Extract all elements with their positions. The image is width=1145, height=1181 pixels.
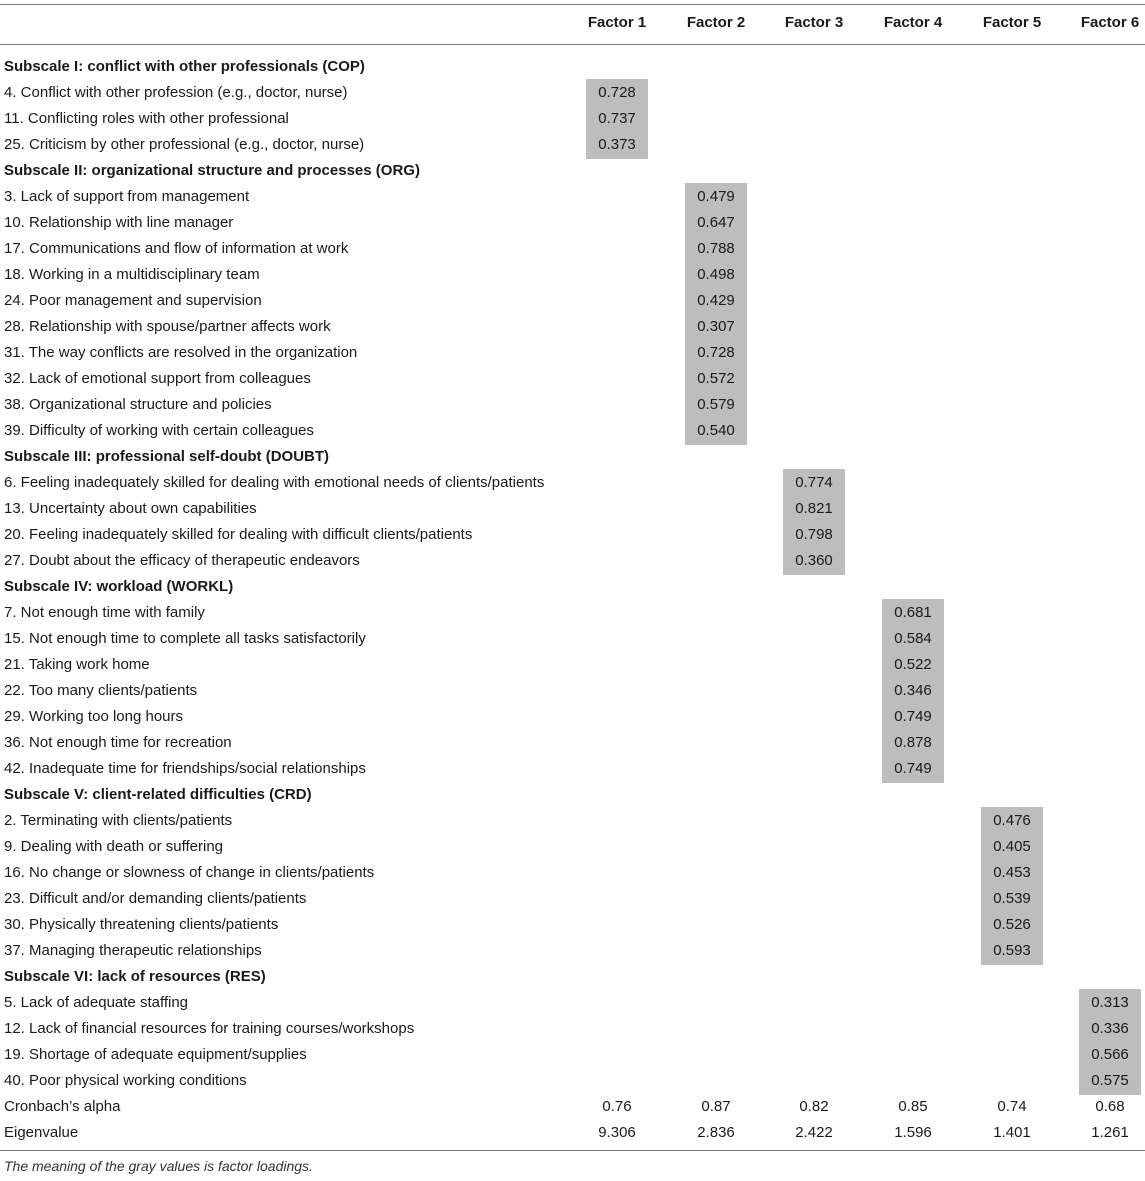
table-row [0,184,1145,210]
column-header-factor-1: Factor 1 [587,14,647,31]
table-row [0,756,1145,782]
table-row [0,1016,1145,1042]
summary-value: 2.836 [697,1124,735,1141]
item-label: 37. Managing therapeutic relationships [4,942,262,959]
summary-value: 0.74 [997,1098,1027,1115]
item-label: 42. Inadequate time for friendships/social relationships [4,760,366,777]
column-header-factor-2: Factor 2 [686,14,746,31]
table-row [0,860,1145,886]
factor-loading-value: 0.373 [598,136,636,153]
bottom-rule [0,1150,1145,1151]
table-row [0,990,1145,1016]
table-row [0,392,1145,418]
table-row [0,1042,1145,1068]
subscale-title: Subscale IV: workload (WORKL) [4,578,234,595]
table-row [0,886,1145,912]
factor-loading-value: 0.774 [795,474,833,491]
summary-value: 1.401 [993,1124,1031,1141]
factor-loading-value: 0.821 [795,500,833,517]
factor-loading-value: 0.584 [894,630,932,647]
subscale-title: Subscale II: organizational structure and processes (ORG) [4,162,420,179]
summary-value: 0.85 [898,1098,928,1115]
top-rule [0,4,1145,5]
item-label: 36. Not enough time for recreation [4,734,232,751]
factor-loading-value: 0.453 [993,864,1031,881]
factor-loading-value: 0.575 [1091,1072,1129,1089]
subscale-title: Subscale I: conflict with other professionals (COP) [4,58,365,75]
subscale-heading-row [0,574,1145,600]
item-label: 11. Conflicting roles with other professional [4,110,289,127]
summary-label: Cronbach’s alpha [4,1098,121,1115]
eigenvalue-row [0,1120,1145,1146]
item-label: 10. Relationship with line manager [4,214,234,231]
factor-loading-value: 0.749 [894,760,932,777]
table-row [0,366,1145,392]
table-header-row [0,10,1145,36]
factor-loading-value: 0.737 [598,110,636,127]
table-row [0,262,1145,288]
item-label: 2. Terminating with clients/patients [4,812,233,829]
summary-value: 2.422 [795,1124,833,1141]
column-header-factor-5: Factor 5 [982,14,1042,31]
item-label: 12. Lack of financial resources for training courses/workshops [4,1020,415,1037]
item-label: 27. Doubt about the efficacy of therapeutic endeavors [4,552,360,569]
item-label: 28. Relationship with spouse/partner affects work [4,318,331,335]
item-label: 7. Not enough time with family [4,604,205,621]
factor-loading-value: 0.798 [795,526,833,543]
table-row [0,340,1145,366]
factor-loading-value: 0.313 [1091,994,1129,1011]
table-row [0,808,1145,834]
table-row [0,652,1145,678]
table-row [0,288,1145,314]
table-row [0,678,1145,704]
factor-loading-value: 0.479 [697,188,735,205]
summary-value: 1.596 [894,1124,932,1141]
factor-loading-value: 0.566 [1091,1046,1129,1063]
summary-value: 1.261 [1091,1124,1129,1141]
factor-loading-value: 0.579 [697,396,735,413]
factor-loading-value: 0.307 [697,318,735,335]
factor-loading-value: 0.878 [894,734,932,751]
table-row [0,236,1145,262]
table-row [0,106,1145,132]
summary-value: 0.87 [701,1098,731,1115]
table-row [0,938,1145,964]
table-row [0,834,1145,860]
item-label: 5. Lack of adequate staffing [4,994,189,1011]
table-row [0,730,1145,756]
table-row [0,132,1145,158]
factor-loading-value: 0.593 [993,942,1031,959]
table-row [0,626,1145,652]
subscale-title: Subscale V: client-related difficulties (CRD) [4,786,312,803]
subscale-title: Subscale III: professional self-doubt (DOUBT) [4,448,330,465]
subscale-heading-row [0,782,1145,808]
factor-loading-value: 0.336 [1091,1020,1129,1037]
item-label: 22. Too many clients/patients [4,682,198,699]
table-row [0,470,1145,496]
subscale-heading-row [0,158,1145,184]
item-label: 15. Not enough time to complete all tasks satisfactorily [4,630,366,647]
subscale-heading-row [0,54,1145,80]
item-label: 29. Working too long hours [4,708,183,725]
factor-loading-value: 0.360 [795,552,833,569]
factor-loading-value: 0.728 [598,84,636,101]
subscale-heading-row [0,964,1145,990]
item-label: 21. Taking work home [4,656,150,673]
factor-loading-value: 0.539 [993,890,1031,907]
factor-loading-value: 0.572 [697,370,735,387]
table-row [0,704,1145,730]
item-label: 20. Feeling inadequately skilled for dealing with difficult clients/patients [4,526,473,543]
table-row [0,80,1145,106]
table-row [0,496,1145,522]
factor-loading-value: 0.429 [697,292,735,309]
subscale-title: Subscale VI: lack of resources (RES) [4,968,266,985]
item-label: 9. Dealing with death or suffering [4,838,224,855]
item-label: 4. Conflict with other profession (e.g., doctor, nurse) [4,84,348,101]
item-label: 31. The way conflicts are resolved in the organization [4,344,358,361]
summary-value: 0.68 [1095,1098,1125,1115]
table-footnote: The meaning of the gray values is factor loadings. [4,1158,313,1174]
factor-loading-value: 0.749 [894,708,932,725]
subscale-heading-row [0,444,1145,470]
table-row [0,210,1145,236]
item-label: 6. Feeling inadequately skilled for dealing with emotional needs of clients/patients [4,474,545,491]
table-row [0,418,1145,444]
factor-loading-value: 0.647 [697,214,735,231]
summary-label: Eigenvalue [4,1124,79,1141]
summary-value: 0.82 [799,1098,829,1115]
item-label: 40. Poor physical working conditions [4,1072,247,1089]
item-label: 16. No change or slowness of change in clients/patients [4,864,375,881]
column-header-factor-6: Factor 6 [1080,14,1140,31]
factor-loading-value: 0.540 [697,422,735,439]
item-label: 30. Physically threatening clients/patients [4,916,279,933]
table-row [0,1068,1145,1094]
item-label: 32. Lack of emotional support from colleagues [4,370,311,387]
table-row [0,548,1145,574]
item-label: 13. Uncertainty about own capabilities [4,500,257,517]
item-label: 17. Communications and flow of information at work [4,240,349,257]
item-label: 38. Organizational structure and policies [4,396,272,413]
item-label: 3. Lack of support from management [4,188,250,205]
item-label: 19. Shortage of adequate equipment/supplies [4,1046,307,1063]
factor-loading-value: 0.498 [697,266,735,283]
item-label: 25. Criticism by other professional (e.g., doctor, nurse) [4,136,365,153]
factor-loading-value: 0.476 [993,812,1031,829]
item-label: 18. Working in a multidisciplinary team [4,266,260,283]
table-row [0,912,1145,938]
summary-value: 0.76 [602,1098,632,1115]
factor-loading-value: 0.405 [993,838,1031,855]
item-label: 24. Poor management and supervision [4,292,262,309]
header-rule [0,44,1145,45]
table-row [0,314,1145,340]
factor-loading-value: 0.728 [697,344,735,361]
item-label: 23. Difficult and/or demanding clients/patients [4,890,307,907]
table-row [0,600,1145,626]
table-row [0,522,1145,548]
factor-loading-value: 0.522 [894,656,932,673]
factor-loading-value: 0.526 [993,916,1031,933]
summary-value: 9.306 [598,1124,636,1141]
factor-loading-value: 0.788 [697,240,735,257]
item-label: 39. Difficulty of working with certain colleagues [4,422,314,439]
cronbach-alpha-row [0,1094,1145,1120]
factor-loading-value: 0.346 [894,682,932,699]
column-header-factor-3: Factor 3 [784,14,844,31]
column-header-factor-4: Factor 4 [883,14,943,31]
factor-loading-value: 0.681 [894,604,932,621]
